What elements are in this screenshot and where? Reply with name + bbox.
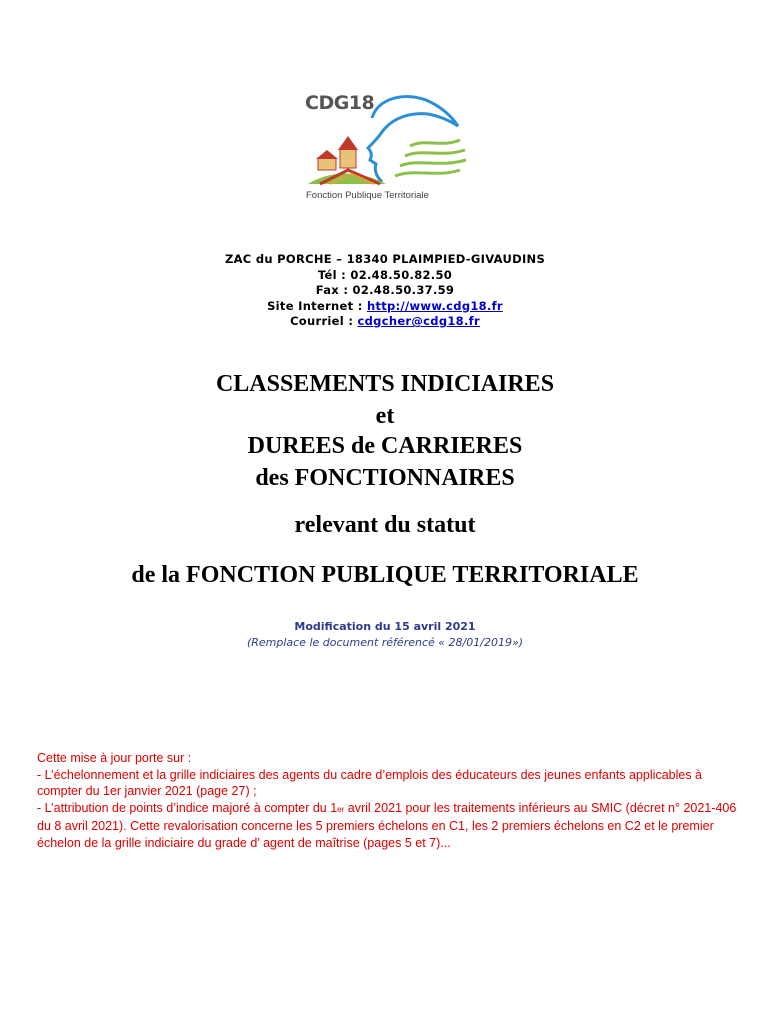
cdg18-logo [300,92,475,204]
title-line-6: de la FONCTION PUBLIQUE TERRITORIALE [131,562,639,588]
update-item-2-sup: er [337,804,345,814]
address: ZAC du PORCHE – 18340 PLAIMPIED-GIVAUDINS [224,252,546,266]
fax: Fax : 02.48.50.37.59 [315,283,455,297]
email-line [0,314,770,330]
phone: Tél : 02.48.50.82.50 [317,267,453,282]
modification-date: Modification du 15 avril 2021 [294,620,476,633]
title-line-5: relevant du statut [294,512,476,538]
update-item-1: - L’échelonnement et la grille indiciaires des agents du cadre d’emplois des éducateurs des jeunes enfants applicables à compter du 1er janvier 2021 (page 27) ; [37,767,702,798]
update-item-2-part-a: - L’attribution de points d’indice majoré à compter du 1 [37,800,338,815]
update-note [37,750,737,851]
update-intro: Cette mise à jour porte sur : [37,751,192,765]
update-item-2 [37,800,737,852]
website-link[interactable]: http://www.cdg18.fr [366,298,503,313]
title-line-1: CLASSEMENTS INDICIAIRES [215,371,555,397]
title-line-3: DUREES de CARRIERES [247,433,523,459]
logo-name: CDG18 [305,92,375,114]
email-link[interactable]: cdgcher@cdg18.fr [357,314,480,328]
website-label: Site Internet : [267,298,367,313]
logo-subtitle: Fonction Publique Territoriale [306,190,429,201]
update-item-2-part-b: avril 2021 pour les traitements inférieurs au SMIC (décret n° 2021-406 du 8 avril 2021). Cette revalorisation concerne les 5 premiers échelons en C1, les 2 premiers échelons en C2 et le premier échelon de la grille indiciaire du grade d’ agent de maîtrise (pages 5 et 7)... [37,800,737,850]
title-line-4: des FONCTIONNAIRES [255,465,515,491]
website-line [0,299,770,315]
email-label: Courriel : [290,314,358,328]
modification-replaces: (Remplace le document référencé « 28/01/2019») [246,636,524,649]
contact-block [0,252,770,330]
title-line-2: et [375,403,395,429]
